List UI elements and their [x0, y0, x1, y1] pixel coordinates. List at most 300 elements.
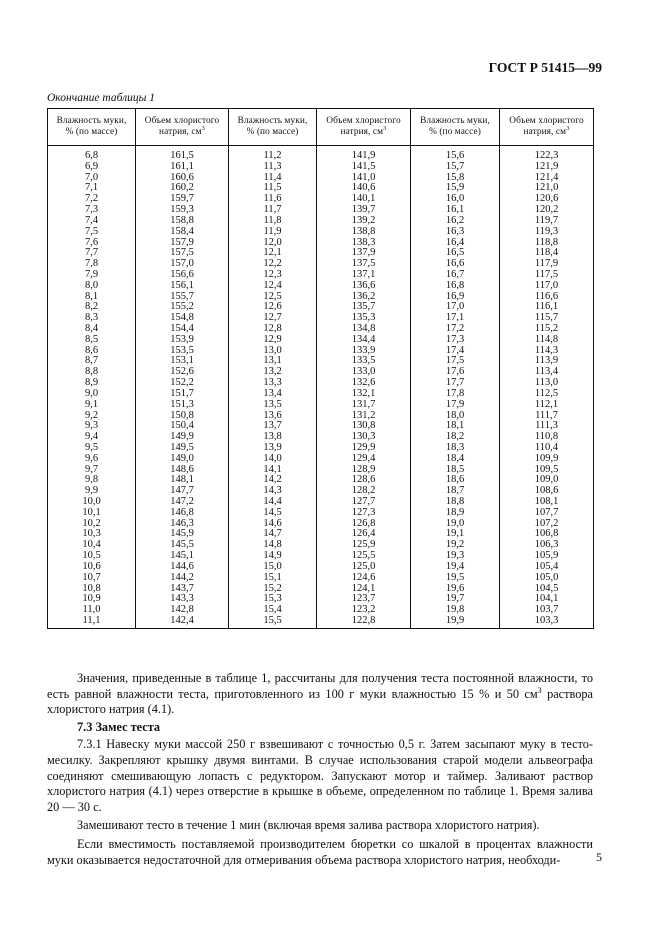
table-cell: 123,2 — [317, 605, 411, 616]
table-cell: 16,3 — [411, 227, 500, 238]
table-cell: 13,9 — [229, 443, 317, 454]
table-cell: 105,0 — [500, 573, 594, 584]
table-cell: 158,4 — [136, 227, 229, 238]
table-row — [48, 421, 594, 432]
table-cell: 145,9 — [136, 529, 229, 540]
table-cell: 111,3 — [500, 421, 594, 432]
table-cell: 11,6 — [229, 194, 317, 205]
table-cell: 14,3 — [229, 486, 317, 497]
table-cell: 112,5 — [500, 389, 594, 400]
moisture-volume-table — [47, 108, 594, 629]
table-row — [48, 529, 594, 540]
table-row — [48, 346, 594, 357]
table-cell: 125,0 — [317, 562, 411, 573]
table-cell: 159,3 — [136, 205, 229, 216]
table-row — [48, 519, 594, 530]
table-cell: 15,2 — [229, 584, 317, 595]
table-cell: 13,6 — [229, 411, 317, 422]
table-cell: 18,2 — [411, 432, 500, 443]
table-cell: 17,1 — [411, 313, 500, 324]
table-cell: 8,3 — [48, 313, 136, 324]
table-cell: 141,0 — [317, 173, 411, 184]
table-cell: 10,9 — [48, 594, 136, 605]
table-row — [48, 216, 594, 227]
table-cell: 115,7 — [500, 313, 594, 324]
table-cell: 108,6 — [500, 486, 594, 497]
table-row — [48, 259, 594, 270]
table-cell: 137,9 — [317, 248, 411, 259]
table-cell: 153,1 — [136, 356, 229, 367]
table-cell: 19,9 — [411, 616, 500, 628]
table-cell: 145,1 — [136, 551, 229, 562]
table-cell: 143,7 — [136, 584, 229, 595]
table-row — [48, 594, 594, 605]
table-cell: 9,5 — [48, 443, 136, 454]
table-cell: 142,4 — [136, 616, 229, 628]
table-cell: 156,1 — [136, 281, 229, 292]
column-header-volume-1: Объем хлористого натрия, $см^3$ — [136, 109, 229, 146]
table-caption: Окончание таблицы 1 — [47, 92, 155, 104]
unit-superscript: 3 — [537, 685, 542, 695]
table-cell: 161,5 — [136, 146, 229, 162]
table-cell: 108,1 — [500, 497, 594, 508]
table-cell: 113,4 — [500, 367, 594, 378]
paragraph-note — [47, 671, 593, 718]
table-cell: 115,2 — [500, 324, 594, 335]
table-cell: 156,6 — [136, 270, 229, 281]
table-cell: 8,5 — [48, 335, 136, 346]
table-row — [48, 551, 594, 562]
table-cell: 107,2 — [500, 519, 594, 530]
table-cell: 17,9 — [411, 400, 500, 411]
table-cell: 12,0 — [229, 238, 317, 249]
table-cell: 18,5 — [411, 465, 500, 476]
page-number: 5 — [596, 850, 602, 864]
table-cell: 123,7 — [317, 594, 411, 605]
table-row — [48, 313, 594, 324]
table-cell: 160,6 — [136, 173, 229, 184]
table-cell: 15,4 — [229, 605, 317, 616]
table-cell: 113,9 — [500, 356, 594, 367]
table-cell: 125,5 — [317, 551, 411, 562]
table-cell: 109,9 — [500, 454, 594, 465]
table-row — [48, 465, 594, 476]
table-cell: 15,5 — [229, 616, 317, 628]
paragraph-note-end: раствора хлористого натрия (4.1). — [47, 686, 593, 717]
table-cell: 119,7 — [500, 216, 594, 227]
table-cell: 19,1 — [411, 529, 500, 540]
table-cell: 138,3 — [317, 238, 411, 249]
table-cell: 14,1 — [229, 465, 317, 476]
table-cell: 134,4 — [317, 335, 411, 346]
table-cell: 11,2 — [229, 146, 317, 162]
table-row — [48, 584, 594, 595]
table-cell: 19,2 — [411, 540, 500, 551]
table-cell: 157,5 — [136, 248, 229, 259]
table-cell: 133,9 — [317, 346, 411, 357]
table-row — [48, 497, 594, 508]
table-row — [48, 432, 594, 443]
table-cell: 16,8 — [411, 281, 500, 292]
table-cell: 15,1 — [229, 573, 317, 584]
table-cell: 150,4 — [136, 421, 229, 432]
table-cell: 14,9 — [229, 551, 317, 562]
table-row — [48, 227, 594, 238]
table-row — [48, 562, 594, 573]
table-cell: 15,8 — [411, 173, 500, 184]
column-header-volume-3: Объем хлористого натрия, $см^3$ — [500, 109, 594, 146]
section-heading: 7.3 Замес теста — [77, 719, 161, 734]
table-cell: 18,1 — [411, 421, 500, 432]
table-cell: 136,6 — [317, 281, 411, 292]
table-cell: 104,5 — [500, 584, 594, 595]
table-cell: 14,8 — [229, 540, 317, 551]
table-cell: 120,6 — [500, 194, 594, 205]
table-cell: 8,9 — [48, 378, 136, 389]
table-cell: 8,2 — [48, 302, 136, 313]
table-cell: 144,2 — [136, 573, 229, 584]
table-cell: 149,0 — [136, 454, 229, 465]
table-cell: 149,5 — [136, 443, 229, 454]
table-cell: 121,4 — [500, 173, 594, 184]
table-cell: 139,7 — [317, 205, 411, 216]
table-cell: 122,8 — [317, 616, 411, 628]
table-cell: 159,7 — [136, 194, 229, 205]
table-row — [48, 183, 594, 194]
table-cell: 15,3 — [229, 594, 317, 605]
table-cell: 155,7 — [136, 292, 229, 303]
table-cell: 11,7 — [229, 205, 317, 216]
table-cell: 128,6 — [317, 475, 411, 486]
table-cell: 14,5 — [229, 508, 317, 519]
table-cell: 8,0 — [48, 281, 136, 292]
table-cell: 16,5 — [411, 248, 500, 259]
table-cell: 136,2 — [317, 292, 411, 303]
table-cell: 117,0 — [500, 281, 594, 292]
table-cell: 18,0 — [411, 411, 500, 422]
table-cell: 127,3 — [317, 508, 411, 519]
table-cell: 8,8 — [48, 367, 136, 378]
table-cell: 116,6 — [500, 292, 594, 303]
table-cell: 137,5 — [317, 259, 411, 270]
table-row — [48, 454, 594, 465]
table-cell: 149,9 — [136, 432, 229, 443]
table-cell: 144,6 — [136, 562, 229, 573]
table-cell: 106,8 — [500, 529, 594, 540]
table-row — [48, 540, 594, 551]
table-cell: 151,3 — [136, 400, 229, 411]
table-cell: 13,2 — [229, 367, 317, 378]
table-cell: 17,5 — [411, 356, 500, 367]
table-cell: 114,3 — [500, 346, 594, 357]
table-cell: 9,4 — [48, 432, 136, 443]
column-header-moisture-1: Влажность муки, % (по массе) — [48, 109, 136, 146]
table-cell: 160,2 — [136, 183, 229, 194]
table-cell: 11,9 — [229, 227, 317, 238]
table-cell: 112,1 — [500, 400, 594, 411]
table-cell: 18,6 — [411, 475, 500, 486]
table-cell: 126,4 — [317, 529, 411, 540]
table-cell: 8,7 — [48, 356, 136, 367]
table-cell: 19,4 — [411, 562, 500, 573]
table-cell: 16,7 — [411, 270, 500, 281]
table-cell: 18,4 — [411, 454, 500, 465]
table-cell: 110,4 — [500, 443, 594, 454]
column-header-moisture-2: Влажность муки, % (по массе) — [229, 109, 317, 146]
table-cell: 121,9 — [500, 162, 594, 173]
table-row — [48, 292, 594, 303]
table-cell: 107,7 — [500, 508, 594, 519]
table-cell: 147,7 — [136, 486, 229, 497]
table-cell: 7,8 — [48, 259, 136, 270]
table-cell: 7,1 — [48, 183, 136, 194]
table-cell: 7,6 — [48, 238, 136, 249]
table-cell: 135,3 — [317, 313, 411, 324]
paragraph-mixing-time: Замешивают тесто в течение 1 мин (включая время залива раствора хлористого натрия). — [77, 818, 540, 833]
table-cell: 6,9 — [48, 162, 136, 173]
table-row — [48, 248, 594, 259]
table-cell: 114,8 — [500, 335, 594, 346]
table-cell: 117,9 — [500, 259, 594, 270]
table-cell: 152,6 — [136, 367, 229, 378]
table-cell: 10,2 — [48, 519, 136, 530]
table-cell: 121,0 — [500, 183, 594, 194]
table-row — [48, 324, 594, 335]
table-cell: 154,8 — [136, 313, 229, 324]
table-row — [48, 616, 594, 628]
table-cell: 148,1 — [136, 475, 229, 486]
table-cell: 9,6 — [48, 454, 136, 465]
table-cell: 134,8 — [317, 324, 411, 335]
table-cell: 18,7 — [411, 486, 500, 497]
table-cell: 152,2 — [136, 378, 229, 389]
table-cell: 124,1 — [317, 584, 411, 595]
table-cell: 7,0 — [48, 173, 136, 184]
column-header-volume-2: Объем хлористого натрия, $см^3$ — [317, 109, 411, 146]
table-cell: 18,3 — [411, 443, 500, 454]
table-cell: 153,9 — [136, 335, 229, 346]
table-cell: 19,7 — [411, 594, 500, 605]
table-cell: 18,9 — [411, 508, 500, 519]
table-cell: 128,2 — [317, 486, 411, 497]
table-cell: 146,3 — [136, 519, 229, 530]
table-row — [48, 270, 594, 281]
body-text — [47, 671, 593, 868]
paragraph-burette: Если вместимость поставляемой производителем бюретки со шкалой в процентах влажности муки оказывается недостаточной для отмеривания объема раствора хлористого натрия, необходи- — [47, 836, 593, 867]
table-cell: 11,8 — [229, 216, 317, 227]
table-row — [48, 411, 594, 422]
table-row — [48, 238, 594, 249]
table-cell: 16,6 — [411, 259, 500, 270]
table-row — [48, 400, 594, 411]
table-cell: 13,8 — [229, 432, 317, 443]
table-cell: 12,4 — [229, 281, 317, 292]
table-cell: 12,6 — [229, 302, 317, 313]
table-cell: 13,3 — [229, 378, 317, 389]
table-cell: 7,4 — [48, 216, 136, 227]
table-cell: 9,9 — [48, 486, 136, 497]
table-cell: 10,5 — [48, 551, 136, 562]
table-cell: 14,7 — [229, 529, 317, 540]
table-cell: 155,2 — [136, 302, 229, 313]
table-cell: 116,1 — [500, 302, 594, 313]
table-cell: 6,8 — [48, 146, 136, 162]
table-row — [48, 356, 594, 367]
table-cell: 131,7 — [317, 400, 411, 411]
table-cell: 16,0 — [411, 194, 500, 205]
table-cell: 140,6 — [317, 183, 411, 194]
table-cell: 17,4 — [411, 346, 500, 357]
table-cell: 161,1 — [136, 162, 229, 173]
table-cell: 135,7 — [317, 302, 411, 313]
table-cell: 17,2 — [411, 324, 500, 335]
table-cell: 150,8 — [136, 411, 229, 422]
table-cell: 145,5 — [136, 540, 229, 551]
table-cell: 132,1 — [317, 389, 411, 400]
table-cell: 119,3 — [500, 227, 594, 238]
table-cell: 153,5 — [136, 346, 229, 357]
table-cell: 14,4 — [229, 497, 317, 508]
table-body — [48, 146, 594, 629]
table-cell: 12,5 — [229, 292, 317, 303]
table-cell: 111,7 — [500, 411, 594, 422]
table-cell: 142,8 — [136, 605, 229, 616]
table-cell: 151,7 — [136, 389, 229, 400]
table-cell: 14,2 — [229, 475, 317, 486]
table-row — [48, 146, 594, 162]
table-cell: 103,3 — [500, 616, 594, 628]
table-cell: 143,3 — [136, 594, 229, 605]
table-cell: 104,1 — [500, 594, 594, 605]
table-cell: 11,3 — [229, 162, 317, 173]
table-cell: 13,7 — [229, 421, 317, 432]
table-row — [48, 378, 594, 389]
table-cell: 15,9 — [411, 183, 500, 194]
table-cell: 12,1 — [229, 248, 317, 259]
table-cell: 12,9 — [229, 335, 317, 346]
table-cell: 19,6 — [411, 584, 500, 595]
table-cell: 7,3 — [48, 205, 136, 216]
table-cell: 10,6 — [48, 562, 136, 573]
table-row — [48, 335, 594, 346]
table-cell: 126,8 — [317, 519, 411, 530]
column-header-moisture-3: Влажность муки, % (по массе) — [411, 109, 500, 146]
table-cell: 9,7 — [48, 465, 136, 476]
table-cell: 9,3 — [48, 421, 136, 432]
table-cell: 15,6 — [411, 146, 500, 162]
table-cell: 13,1 — [229, 356, 317, 367]
table-cell: 129,9 — [317, 443, 411, 454]
table-cell: 110,8 — [500, 432, 594, 443]
table-row — [48, 281, 594, 292]
table-cell: 140,1 — [317, 194, 411, 205]
table-cell: 127,7 — [317, 497, 411, 508]
table-cell: 141,9 — [317, 146, 411, 162]
table-cell: 7,2 — [48, 194, 136, 205]
table-cell: 113,0 — [500, 378, 594, 389]
table-cell: 7,7 — [48, 248, 136, 259]
table-cell: 13,0 — [229, 346, 317, 357]
table-cell: 125,9 — [317, 540, 411, 551]
table-cell: 8,1 — [48, 292, 136, 303]
table-cell: 17,3 — [411, 335, 500, 346]
table-cell: 14,6 — [229, 519, 317, 530]
table-cell: 109,0 — [500, 475, 594, 486]
table-row — [48, 605, 594, 616]
table-cell: 120,2 — [500, 205, 594, 216]
table-cell: 8,4 — [48, 324, 136, 335]
table-cell: 157,0 — [136, 259, 229, 270]
paragraph-note-text: Значения, приведенные в таблице 1, рассчитаны для получения теста постоянной влажности, то есть равной влажности теста, приготовленного из 100 г муки влажностью 15 % и 50 см — [47, 671, 593, 701]
table-cell: 124,6 — [317, 573, 411, 584]
table-cell: 118,4 — [500, 248, 594, 259]
table-cell: 10,4 — [48, 540, 136, 551]
table-row — [48, 205, 594, 216]
table-cell: 12,3 — [229, 270, 317, 281]
table-row — [48, 443, 594, 454]
table-cell: 16,9 — [411, 292, 500, 303]
table-cell: 12,2 — [229, 259, 317, 270]
table-cell: 158,8 — [136, 216, 229, 227]
table-cell: 10,7 — [48, 573, 136, 584]
table-cell: 9,8 — [48, 475, 136, 486]
table-cell: 138,8 — [317, 227, 411, 238]
table-cell: 133,0 — [317, 367, 411, 378]
table-row — [48, 508, 594, 519]
table-cell: 15,7 — [411, 162, 500, 173]
table-cell: 9,2 — [48, 411, 136, 422]
paragraph-7-3-1: 7.3.1 Навеску муки массой 250 г взвешивают с точностью 0,5 г. Затем засыпают муку в тесто-месилку. Закрепляют крышку двумя винтами. В случае использования старой модели альвеографа соединяют смешивающую лопасть с редуктором. Запускают мотор и таймер. Заливают раствор хлористого натрия (4.1) через отверстие в крышке в объеме, определенном по таблице 1. Время залива 20 — 30 с. — [47, 737, 593, 814]
table-cell: 19,3 — [411, 551, 500, 562]
table-cell: 129,4 — [317, 454, 411, 465]
table-cell: 118,8 — [500, 238, 594, 249]
table-cell: 130,3 — [317, 432, 411, 443]
table-row — [48, 389, 594, 400]
table-row — [48, 367, 594, 378]
table-cell: 19,5 — [411, 573, 500, 584]
table-cell: 17,6 — [411, 367, 500, 378]
table-cell: 11,0 — [48, 605, 136, 616]
table-cell: 109,5 — [500, 465, 594, 476]
table-cell: 8,6 — [48, 346, 136, 357]
table-cell: 157,9 — [136, 238, 229, 249]
table-cell: 7,9 — [48, 270, 136, 281]
table-cell: 19,8 — [411, 605, 500, 616]
table-cell: 133,5 — [317, 356, 411, 367]
table-row — [48, 475, 594, 486]
table-cell: 11,1 — [48, 616, 136, 628]
table-row — [48, 302, 594, 313]
table-cell: 17,7 — [411, 378, 500, 389]
table-cell: 137,1 — [317, 270, 411, 281]
table-row — [48, 573, 594, 584]
table-cell: 130,8 — [317, 421, 411, 432]
table-cell: 17,8 — [411, 389, 500, 400]
table-cell: 10,8 — [48, 584, 136, 595]
table-cell: 139,2 — [317, 216, 411, 227]
table-cell: 13,4 — [229, 389, 317, 400]
table-cell: 141,5 — [317, 162, 411, 173]
table-cell: 11,4 — [229, 173, 317, 184]
table-cell: 12,8 — [229, 324, 317, 335]
table-cell: 14,0 — [229, 454, 317, 465]
table-cell: 11,5 — [229, 183, 317, 194]
table-cell: 103,7 — [500, 605, 594, 616]
table-cell: 132,6 — [317, 378, 411, 389]
table-cell: 9,1 — [48, 400, 136, 411]
table-row — [48, 486, 594, 497]
table-cell: 10,1 — [48, 508, 136, 519]
